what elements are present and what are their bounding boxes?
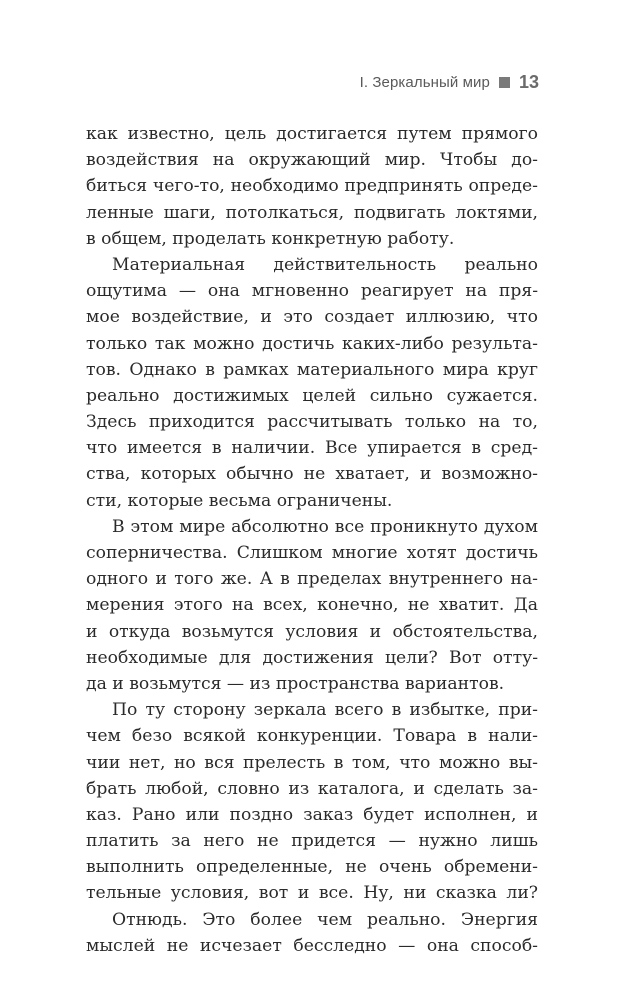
text-line: ленные шаги, потолкаться, подвигать локтями,: [86, 202, 538, 223]
text-line: и откуда возьмутся условия и обстоятельства,: [86, 621, 538, 642]
text-line: необходимые для достижения цели? Вот отту-: [86, 647, 538, 668]
chapter-title: I. Зеркальный мир: [359, 74, 490, 91]
text-line: тов. Однако в рамках материального мира круг: [86, 359, 538, 380]
text-line: ства, которых обычно не хватает, и возможно-: [86, 464, 538, 485]
text-line: По ту сторону зеркала всего в избытке, при-: [112, 700, 538, 721]
body-text: [86, 121, 538, 959]
text-line: ощутима — она мгновенно реагирует на пря-: [86, 281, 538, 302]
text-line: только так можно достичь каких-либо результа-: [86, 333, 538, 354]
text-line: в общем, проделать конкретную работу.: [86, 228, 455, 249]
text-line: мыслей не исчезает бесследно — она способ-: [86, 935, 538, 956]
text-line: соперничества. Слишком многие хотят достичь: [86, 543, 538, 563]
text-line: мое воздействие, и это создает иллюзию, что: [86, 307, 538, 328]
paragraph: [86, 907, 538, 959]
text-line: Материальная действительность реально: [112, 254, 538, 275]
paragraph: [86, 252, 538, 514]
paragraph: [86, 514, 538, 697]
text-line: что имеется в наличии. Все упирается в сред-: [86, 438, 538, 459]
page-number: 13: [518, 72, 539, 92]
text-line: сти, которые весьма ограничены.: [86, 490, 393, 511]
paragraph: [86, 121, 538, 252]
text-line: чем безо всякой конкуренции. Товара в нали-: [86, 726, 538, 747]
text-line: мерения этого на всех, конечно, не хватит. Да: [86, 595, 538, 616]
text-line: В этом мире абсолютно все проникнуто духом: [112, 516, 538, 537]
text-line: биться чего-то, необходимо предпринять опреде-: [86, 176, 538, 197]
text-line: платить за него не придется — нужно лишь: [86, 831, 538, 852]
text-line: чии нет, но вся прелесть в том, что можно вы-: [86, 752, 538, 773]
text-line: Отнюдь. Это более чем реально. Энергия: [112, 909, 538, 930]
text-line: каз. Рано или поздно заказ будет исполнен, и: [86, 804, 538, 825]
text-line: реально достижимых целей сильно сужается.: [86, 385, 538, 406]
running-head: [360, 72, 539, 93]
text-line: одного и того же. А в пределах внутреннего на-: [86, 569, 538, 590]
square-bullet-icon: [499, 77, 510, 88]
text-line: Здесь приходится рассчитывать только на то,: [86, 412, 538, 433]
text-line: тельные условия, вот и все. Ну, ни сказка ли?: [86, 883, 538, 904]
text-line: воздействия на окружающий мир. Чтобы до-: [86, 150, 538, 171]
text-line: выполнить определенные, не очень обремени-: [86, 857, 538, 878]
text-line: как известно, цель достигается путем прямого: [86, 124, 538, 144]
paragraph: [86, 697, 538, 907]
text-line: брать любой, словно из каталога, и сделать за-: [86, 778, 538, 799]
text-line: да и возьмутся — из пространства вариантов.: [86, 673, 505, 694]
